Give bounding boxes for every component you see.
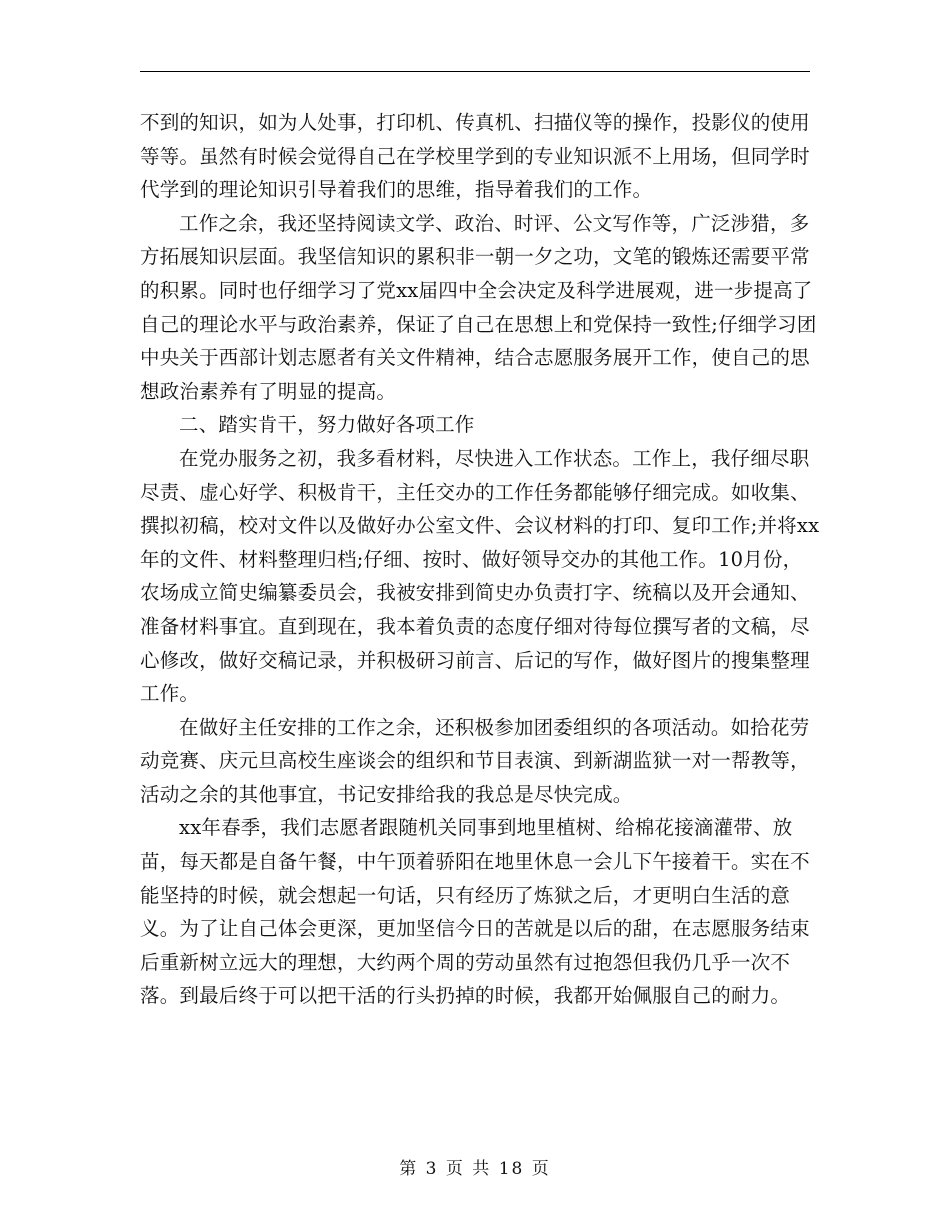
section-heading: 二、踏实肯干，努力做好各项工作: [179, 413, 475, 437]
paragraph-study: 工作之余，我还坚持阅读文学、政治、时评、公文写作等，广泛涉猎，多方拓展知识层面。我坚信知识的累积非一朝一夕之功，文笔的锻炼还需要平常的积累。同时也仔细学习了党xx届四中全会决定及科学进展观，进一步提高了自己的理论水平与政治素养，保证了自己在思想上和党保持一致性;仔细学习团中央关于西部计划志愿者有关文件精神，结合志愿服务展开工作，使自己的思想政治素养有了明显的提高。: [140, 211, 817, 403]
paragraph-spring-labor: xx年春季，我们志愿者跟随机关同事到地里植树、给棉花接滴灌带、放苗，每天都是自备午餐，中午顶着骄阳在地里休息一会儿下午接着干。实在不能坚持的时候，就会想起一句话，只有经历了炼狱之后，才更明白生活的意义。为了让自己体会更深，更加坚信今日的苦就是以后的甜，在志愿服务结束后重新树立远大的理想，大约两个周的劳动虽然有过抱怨但我仍几乎一次不落。到最后终于可以把干活的行头扔掉的时候，我都开始佩服自己的耐力。: [140, 816, 810, 1008]
header-rule: [140, 71, 810, 72]
page-number-footer: 第 3 页 共 18 页: [399, 1159, 551, 1179]
paragraph-office-work: 在党办服务之初，我多看材料，尽快进入工作状态。工作上，我仔细尽职尽责、虚心好学、积极肯干，主任交办的工作任务都能够仔细完成。如收集、撰拟初稿，校对文件以及做好办公室文件、会议材料的打印、复印工作;并将xx年的文件、材料整理归档;仔细、按时、做好领导交办的其他工作。10月份，农场成立简史编纂委员会，我被安排到简史办负责打字、统稿以及开会通知、准备材料事宜。直到现在，我本着负责的态度仔细对待每位撰写者的文稿，尽心修改，做好交稿记录，并积极研习前言、后记的写作，做好图片的搜集整理工作。: [140, 446, 820, 706]
document-body: [140, 106, 820, 1013]
paragraph-continuation: 不到的知识，如为人处事，打印机、传真机、扫描仪等的操作，投影仪的使用等等。虽然有时候会觉得自己在学校里学到的专业知识派不上用场，但同学时代学到的理论知识引导着我们的思维，指导着我们的工作。: [140, 111, 810, 202]
paragraph-activities: 在做好主任安排的工作之余，还积极参加团委组织的各项活动。如拾花劳动竞赛、庆元旦高校生座谈会的组织和节目表演、到新湖监狱一对一帮教等，活动之余的其他事宜，书记安排给我的我总是尽快完成。: [140, 715, 810, 806]
